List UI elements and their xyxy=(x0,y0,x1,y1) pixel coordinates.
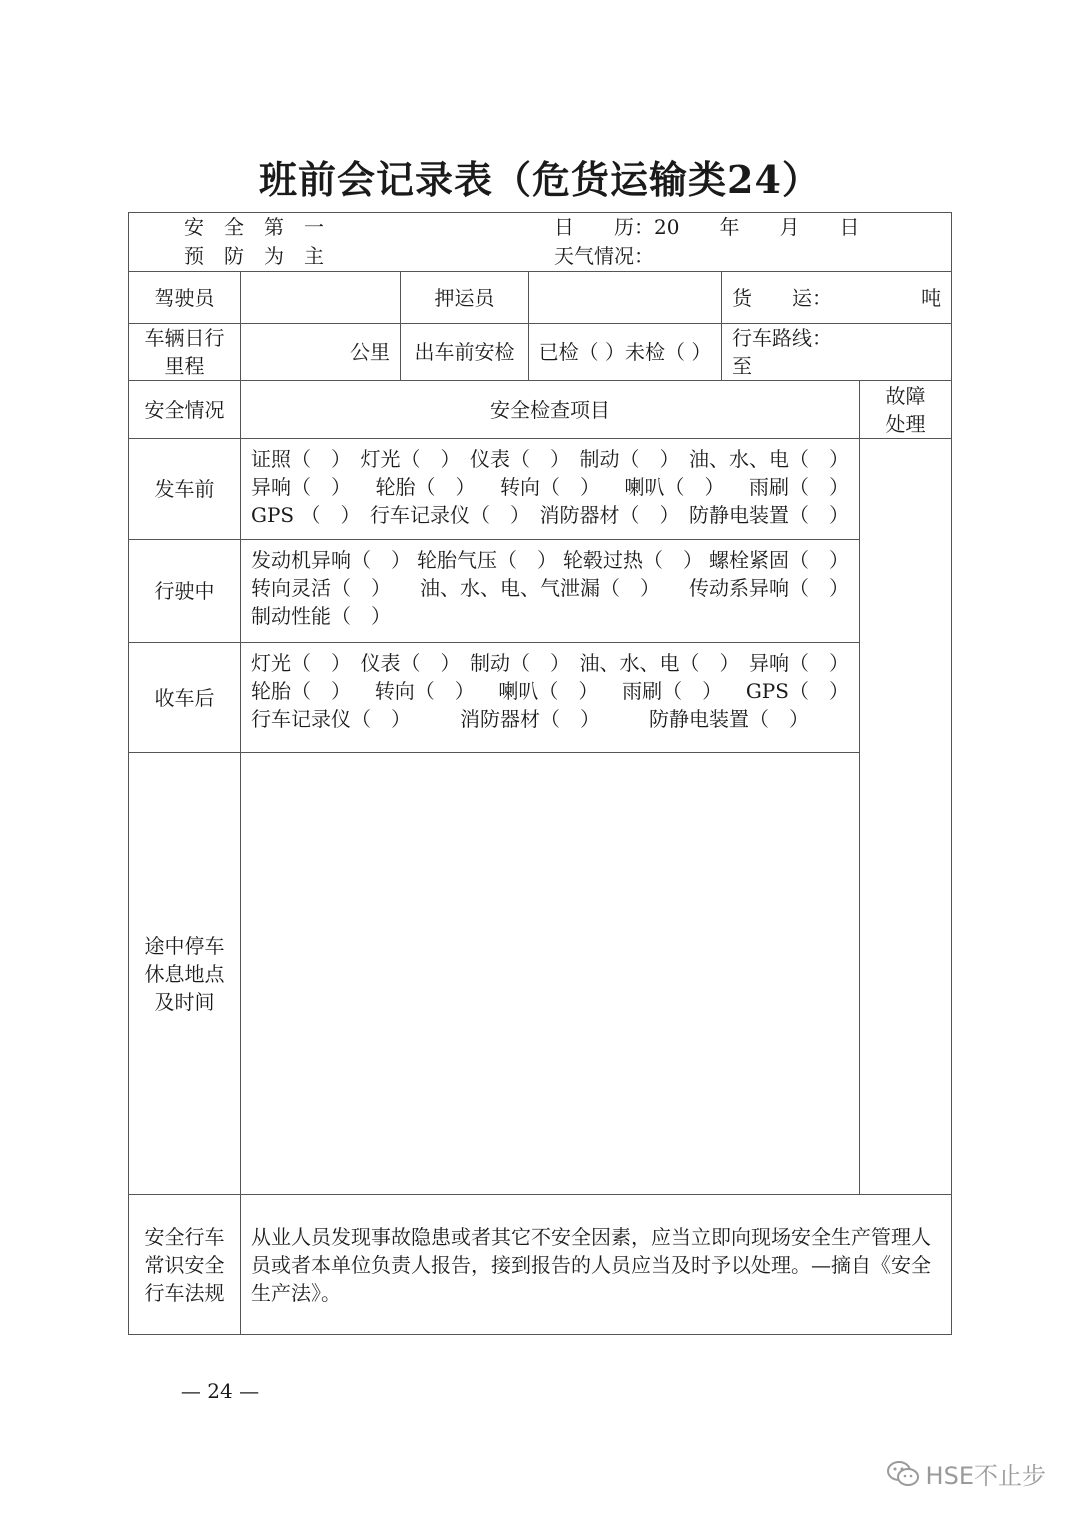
fault-field[interactable] xyxy=(860,439,952,1195)
watermark-text: HSE不止步 xyxy=(925,1462,1046,1490)
weather-field[interactable]: 天气情况： xyxy=(554,244,654,268)
page-number: — 24 — xyxy=(180,1379,260,1403)
mileage-label: 车辆日行里程 xyxy=(129,324,241,381)
cargo-unit: 吨 xyxy=(921,285,942,310)
escort-field[interactable] xyxy=(529,272,722,324)
after-row-3: 行车记录仪（ ） 消防器材（ ） 防静电装置（ ） xyxy=(251,707,809,731)
precheck-label: 出车前安检 xyxy=(401,324,529,381)
page-title: 班前会记录表（危货运输类24） xyxy=(259,157,821,202)
wechat-icon xyxy=(886,1460,920,1488)
date-field[interactable]: 日 历：20 年 月 日 xyxy=(554,215,860,239)
fault-label: 故障处理 xyxy=(860,381,952,439)
during-label: 行驶中 xyxy=(129,540,241,643)
after-row-1: 灯光（ ） 仪表（ ） 制动（ ） 油、水、电（ ） 异响（ ） xyxy=(251,651,849,675)
after-row-2: 轮胎（ ） 转向（ ） 喇叭（ ） 雨刷（ ） GPS（ ） xyxy=(251,679,849,703)
route-to: 至 xyxy=(732,354,752,378)
slogan-safety-first: 安 全 第 一 xyxy=(184,215,324,239)
route-field[interactable] xyxy=(722,324,952,381)
before-row-3: GPS （ ） 行车记录仪（ ） 消防器材（ ） 防静电装置（ ） xyxy=(251,503,849,527)
before-row-2: 异响（ ） 轮胎（ ） 转向（ ） 喇叭（ ） 雨刷（ ） xyxy=(251,475,849,499)
precheck-field[interactable]: 已检（ ）未检（ ） xyxy=(529,324,722,381)
law-text: 从业人员发现事故隐患或者其它不安全因素，应当立即向现场安全生产管理人员或者本单位负责人报告，接到报告的人员应当及时予以处理。—摘自《安全生产法》。 xyxy=(241,1195,952,1335)
stop-label: 途中停车休息地点及时间 xyxy=(129,753,241,1195)
before-items[interactable] xyxy=(241,439,860,540)
stop-field[interactable] xyxy=(241,753,860,1195)
during-items[interactable] xyxy=(241,540,860,643)
mileage-unit: 公里 xyxy=(350,340,390,364)
cargo-field[interactable] xyxy=(722,272,952,324)
safety-label: 安全情况 xyxy=(129,381,241,439)
cargo-label: 货 运： xyxy=(732,285,832,310)
route-label: 行车路线： xyxy=(732,326,832,350)
law-label: 安全行车常识安全行车法规 xyxy=(129,1195,241,1335)
during-row-1: 发动机异响（ ） 轮胎气压（ ） 轮毂过热（ ） 螺栓紧固（ ） xyxy=(251,548,849,572)
escort-label: 押运员 xyxy=(401,272,529,324)
watermark xyxy=(886,1456,1046,1491)
slogan-prevention: 预 防 为 主 xyxy=(184,244,324,268)
items-label: 安全检查项目 xyxy=(241,381,860,439)
after-items[interactable] xyxy=(241,643,860,753)
during-row-3: 制动性能（ ） xyxy=(251,604,391,628)
driver-label: 驾驶员 xyxy=(129,272,241,324)
during-row-2: 转向灵活（ ） 油、水、电、气泄漏（ ） 传动系异响（ ） xyxy=(251,576,849,600)
after-label: 收车后 xyxy=(129,643,241,753)
driver-field[interactable] xyxy=(241,272,401,324)
form-header xyxy=(129,213,952,272)
record-form xyxy=(128,212,952,1335)
before-label: 发车前 xyxy=(129,439,241,540)
mileage-field[interactable] xyxy=(241,324,401,381)
before-row-1: 证照（ ） 灯光（ ） 仪表（ ） 制动（ ） 油、水、电（ ） xyxy=(251,447,849,471)
